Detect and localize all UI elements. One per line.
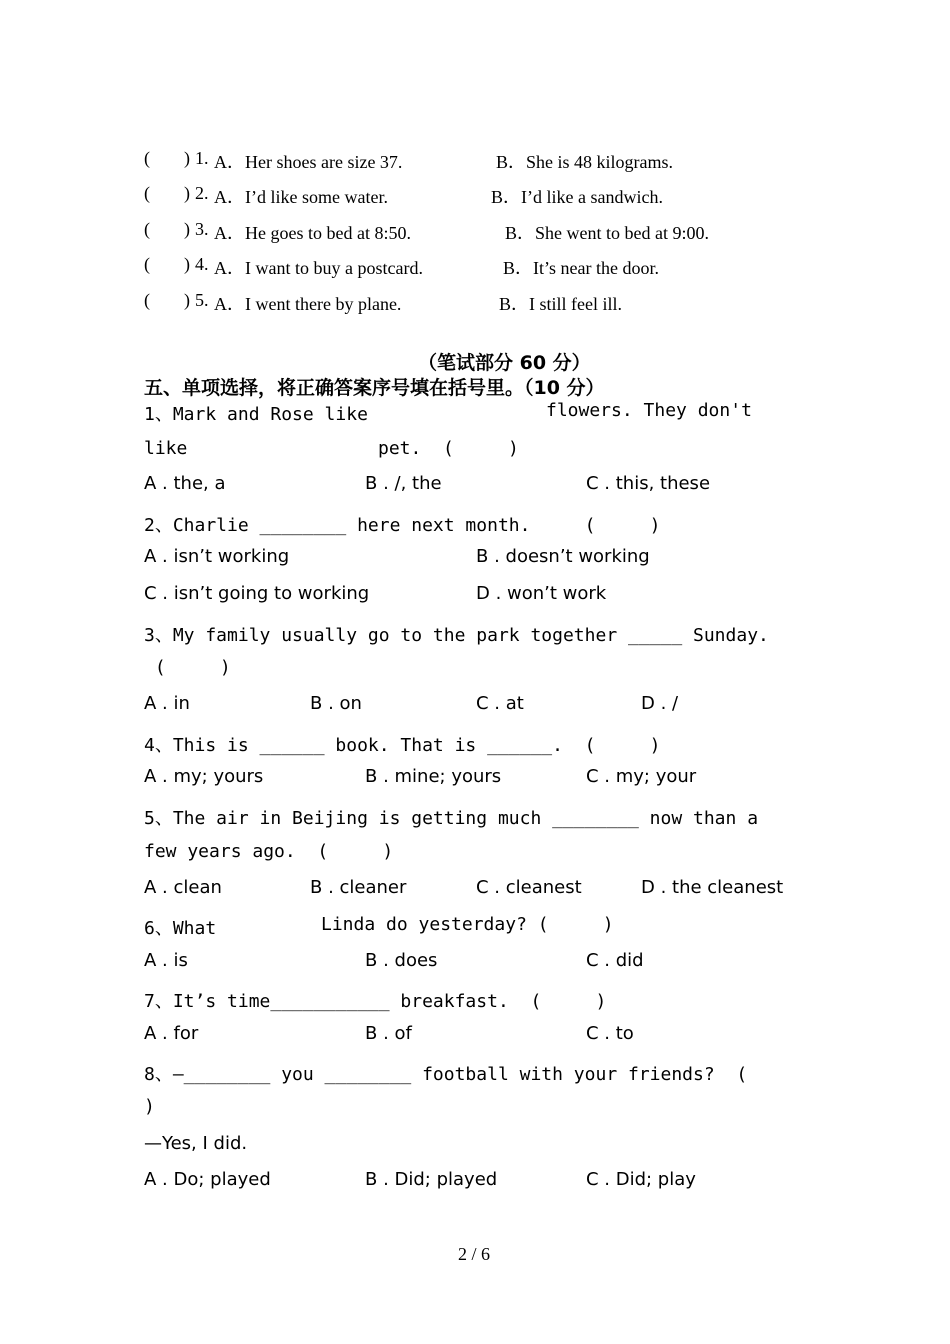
question-text: 2、Charlie ________ here next month. ( ) — [144, 515, 661, 536]
option-b: B．It’s near the door. — [503, 258, 659, 278]
option: C . did — [586, 950, 644, 971]
item-number: 3. — [195, 219, 209, 239]
option: C . at — [476, 693, 524, 714]
answer-paren-open: ( — [144, 219, 150, 239]
question-text: ( ) — [144, 657, 231, 678]
option: A . isn’t working — [144, 546, 290, 567]
option: C . to — [586, 1023, 634, 1044]
option: B . /, the — [365, 473, 442, 494]
answer-paren-open: ( — [144, 148, 150, 168]
item-number: 4. — [195, 254, 209, 274]
option-b: B．I’d like a sandwich. — [491, 187, 663, 207]
option-b: B．I still feel ill. — [499, 294, 622, 314]
item-number: 1. — [195, 148, 209, 168]
question-text: ) — [144, 1096, 155, 1117]
answer-paren-open: ( — [144, 183, 150, 203]
option: B . Did; played — [365, 1169, 498, 1190]
written-part-title: （笔试部分 60 分） — [418, 352, 591, 374]
item-number: 2. — [195, 183, 209, 203]
option: B . doesn’t working — [476, 546, 650, 567]
option-b: B．She went to bed at 9:00. — [505, 223, 709, 243]
answer-paren-close: ) — [184, 219, 190, 239]
question-text: flowers. They don't — [546, 400, 752, 421]
question-text: 1、Mark and Rose like — [144, 404, 368, 425]
option: B . cleaner — [310, 877, 407, 898]
question-text: 8、—________ you ________ football with your friends? ( — [144, 1064, 748, 1085]
option: C . this, these — [586, 473, 711, 494]
dialog-answer: —Yes, I did. — [144, 1133, 248, 1154]
option: A . for — [144, 1023, 199, 1044]
answer-paren-close: ) — [184, 148, 190, 168]
item-number: 5. — [195, 290, 209, 310]
question-text: Linda do yesterday? ( ) — [321, 914, 614, 935]
question-text: like — [144, 438, 188, 459]
question-text: 3、My family usually go to the park together _____ Sunday. — [144, 625, 769, 646]
section-title: 五、单项选择，将正确答案序号填在括号里。（10 分） — [144, 377, 605, 399]
option: C . isn’t going to working — [144, 583, 370, 604]
question-text: few years ago. ( ) — [144, 841, 394, 862]
option-a: A．Her shoes are size 37. — [214, 152, 403, 172]
answer-paren-close: ) — [184, 290, 190, 310]
question-text: pet. ( ) — [378, 438, 519, 459]
option: C . my; your — [586, 766, 697, 787]
option: A . Do; played — [144, 1169, 271, 1190]
question-text: 6、What — [144, 918, 217, 939]
option: D . the cleanest — [641, 877, 784, 898]
option: B . does — [365, 950, 438, 971]
answer-paren-open: ( — [144, 290, 150, 310]
question-text: 4、This is ______ book. That is ______. ( ) — [144, 735, 661, 756]
option: B . of — [365, 1023, 412, 1044]
option: B . mine; yours — [365, 766, 502, 787]
option-b: B．She is 48 kilograms. — [496, 152, 674, 172]
option: C . cleanest — [476, 877, 582, 898]
option: B . on — [310, 693, 362, 714]
page-number: 2 / 6 — [458, 1244, 491, 1264]
option-a: A．I went there by plane. — [214, 294, 402, 314]
question-text: 5、The air in Beijing is getting much ________ now than a — [144, 808, 759, 829]
option: A . is — [144, 950, 188, 971]
option: A . clean — [144, 877, 222, 898]
option: A . the, a — [144, 473, 226, 494]
option-a: A．I want to buy a postcard. — [214, 258, 423, 278]
option: A . my; yours — [144, 766, 264, 787]
option-a: A．I’d like some water. — [214, 187, 388, 207]
option: D . / — [641, 693, 679, 714]
answer-paren-close: ) — [184, 254, 190, 274]
question-text: 7、It’s time___________ breakfast. ( ) — [144, 991, 607, 1012]
option-a: A．He goes to bed at 8:50. — [214, 223, 411, 243]
answer-paren-open: ( — [144, 254, 150, 274]
option: C . Did; play — [586, 1169, 696, 1190]
option: D . won’t work — [476, 583, 607, 604]
option: A . in — [144, 693, 190, 714]
answer-paren-close: ) — [184, 183, 190, 203]
